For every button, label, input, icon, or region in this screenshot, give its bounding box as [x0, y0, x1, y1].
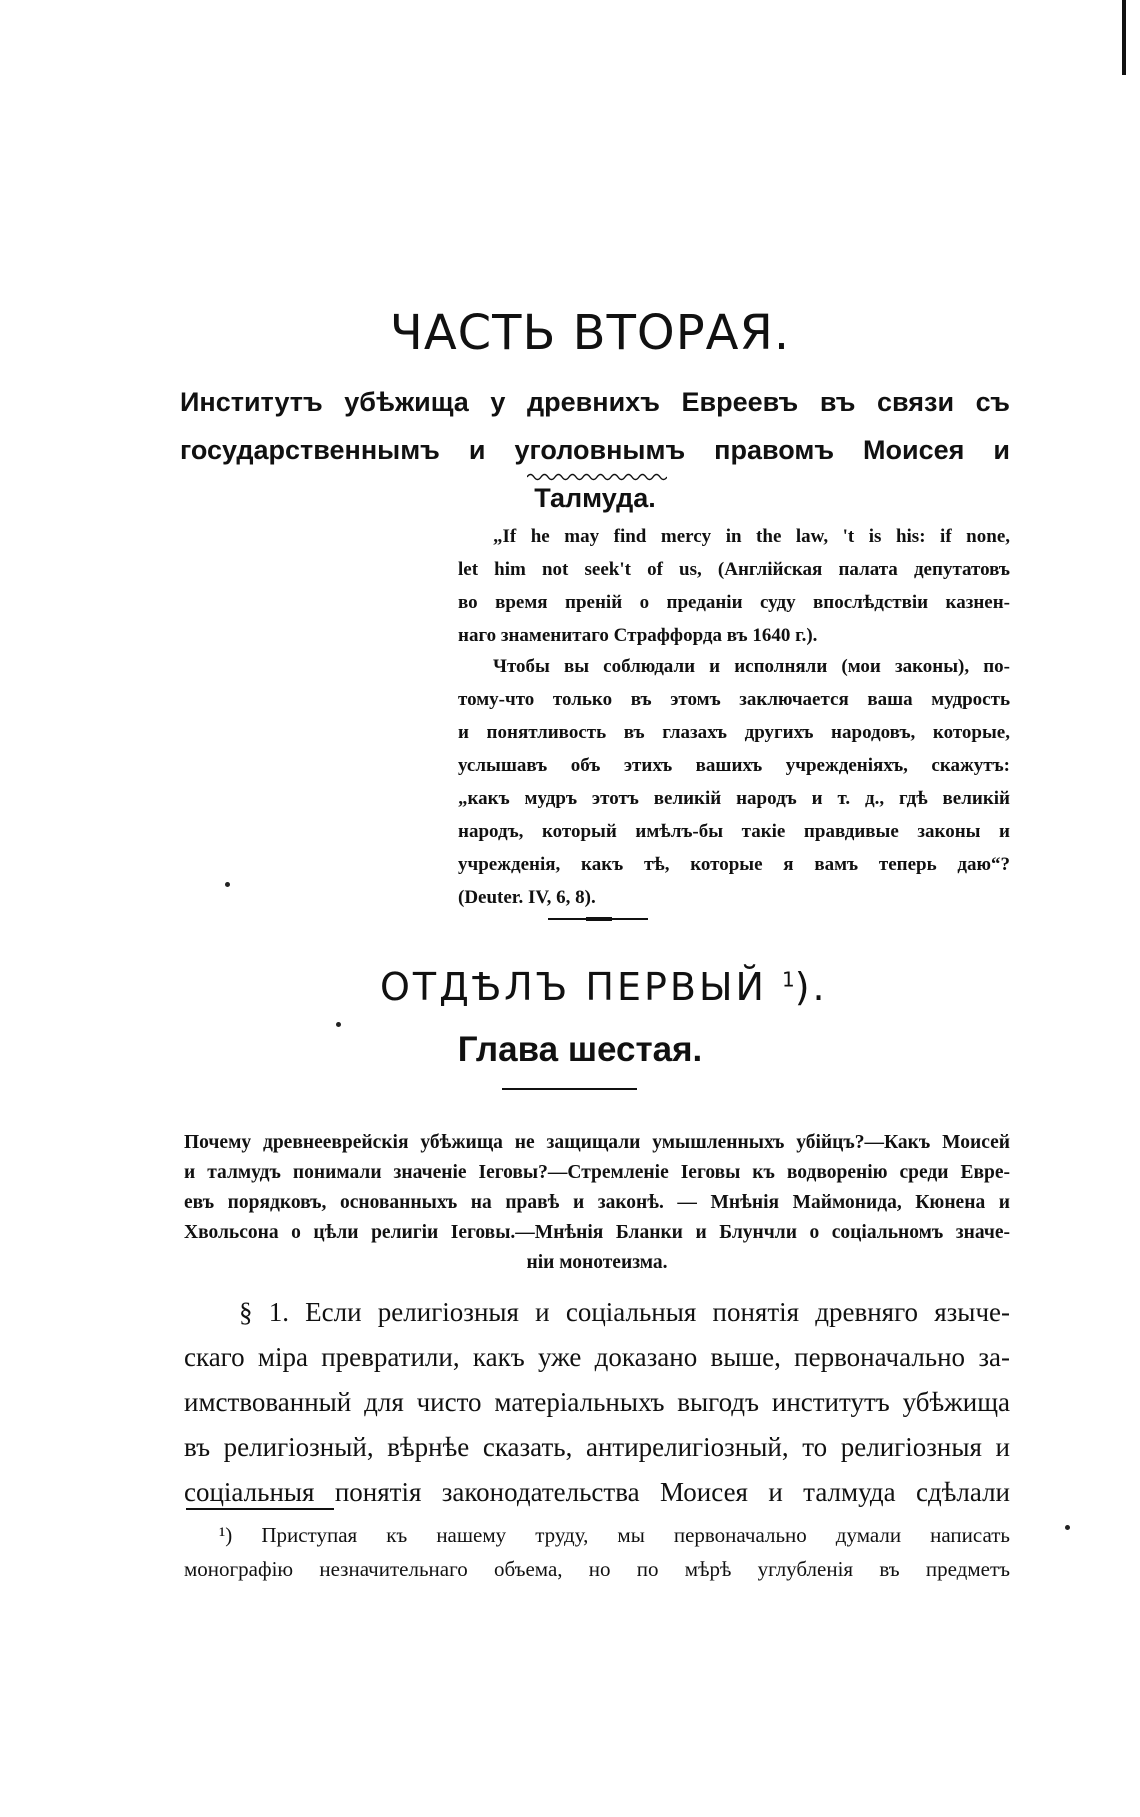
summary-line: Хвольсона о цѣли религіи Іеговы.—Мнѣнія Бланки и Блунчли о соціальномъ значе- [184, 1222, 1010, 1243]
body-line: § 1. Если религіозныя и соціальныя понятія древняго языче- [239, 1297, 1010, 1327]
footnote-rule [186, 1508, 334, 1510]
epigraph-line: и понятливость въ глазахъ другихъ народовъ, которые, [458, 722, 1010, 743]
epigraph-english [458, 520, 1010, 652]
chapter-rule [502, 1088, 637, 1090]
epigraph-line: услышавъ объ этихъ вашихъ учрежденіяхъ, скажутъ: [458, 755, 1010, 776]
epigraph-line: наго знаменитаго Страффорда въ 1640 г.). [458, 625, 818, 646]
summary-line: Почему древнееврейскія убѣжища не защищали умышленныхъ убійцъ?—Какъ Моисей [184, 1132, 1010, 1153]
footnote-line: ¹) Приступая къ нашему труду, мы первоначально думали написать [219, 1523, 1010, 1547]
epigraph-line: учрежденія, какъ тѣ, которые я вамъ теперь даю“? [458, 854, 1010, 875]
epigraph-citation: (Deuter. IV, 6, 8). [458, 887, 596, 908]
footnote [184, 1518, 1010, 1586]
body-line: имствованный для чисто матеріальныхъ выгодъ институтъ убѣжища [184, 1387, 1010, 1417]
scan-edge-line [1122, 0, 1126, 75]
epigraph-line: „какъ мудръ этотъ великій народъ и т. д., гдѣ великій [458, 788, 1010, 809]
part-subtitle: Институтъ убѣжища у древнихъ Евреевъ въ связи съ государственнымъ и уголовнымъ правомъ Моисея и Талмуда. [180, 387, 1010, 513]
scan-speck [1065, 1525, 1070, 1530]
epigraph-line: народъ, который имѣлъ-бы такіе правдивые законы и [458, 821, 1010, 842]
epigraph-line: во время преній о преданіи суду впослѣдствіи казнен- [458, 592, 1010, 613]
section-title-close: ). [794, 965, 828, 1009]
summary-line: ніи монотеизма. [526, 1252, 668, 1273]
body-line: въ религіозный, вѣрнѣе сказать, антирелигіозный, то религіозныя и [184, 1432, 1010, 1462]
epigraph-deuteronomy [458, 650, 1010, 914]
chapter-summary [184, 1128, 1010, 1278]
epigraph-line: let him not seek't of us, (Англійская палата депутатовъ [458, 559, 1010, 580]
part-title: ЧАСТЬ ВТОРАЯ. [389, 305, 791, 361]
epigraph-line: Чтобы вы соблюдали и исполняли (мои законы), по- [493, 656, 1010, 677]
scan-speck [336, 1022, 341, 1027]
body-line: скаго міра превратили, какъ уже доказано выше, первоначально за- [184, 1342, 1010, 1372]
epigraph-line: тому-что только въ этомъ заключается ваша мудрость [458, 689, 1010, 710]
footnote-marker: 1 [782, 967, 795, 992]
section-title [380, 965, 828, 1009]
summary-line: евъ порядковъ, основанныхъ на правѣ и законѣ. — Мнѣнія Маймонида, Кюнена и [184, 1192, 1010, 1213]
footnote-line: монографію незначительнаго объема, но по мѣрѣ углубленія въ предметъ [184, 1557, 1010, 1581]
scan-speck [225, 882, 230, 887]
section-divider [548, 918, 648, 920]
epigraph-line: „If he may find mercy in the law, 't is his: if none, [493, 526, 1010, 547]
body-line: соціальныя понятія законодательства Моисея и талмуда сдѣлали [184, 1477, 1010, 1507]
body-paragraph [184, 1290, 1010, 1515]
section-title-text: ОТДѢЛЪ ПЕРВЫЙ [380, 965, 767, 1009]
wavy-ornament [527, 472, 667, 482]
summary-line: и талмудъ понимали значеніе Іеговы?—Стремленіе Іеговы къ водворенію среди Евре- [184, 1162, 1010, 1183]
chapter-title: Глава шестая. [457, 1030, 703, 1069]
